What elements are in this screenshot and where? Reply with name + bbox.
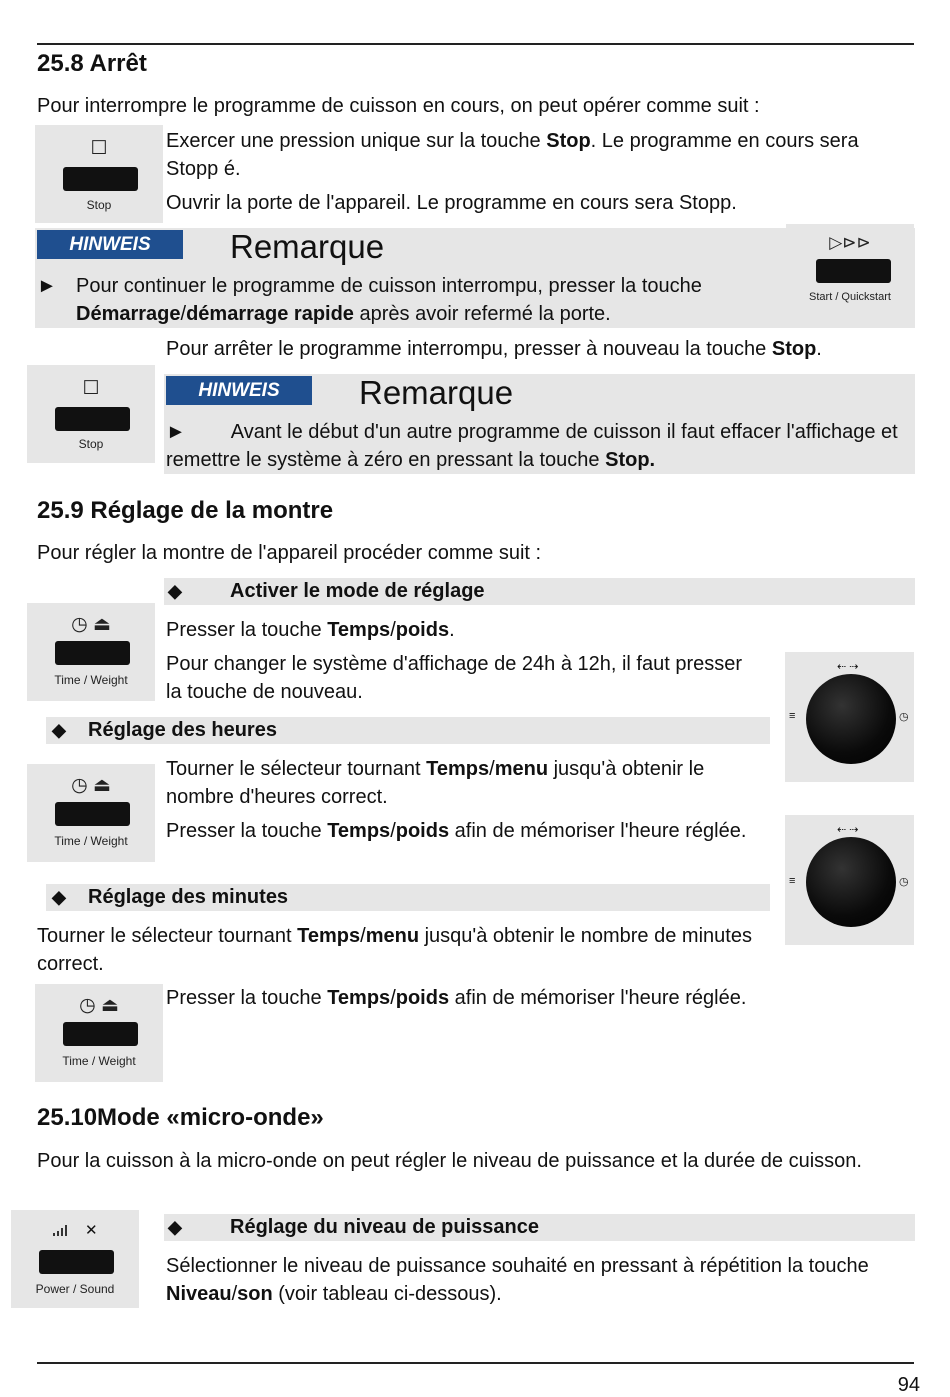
hinweis-badge-1: HINWEIS <box>37 230 183 259</box>
remarque-title-2: Remarque <box>359 374 514 411</box>
intro-25-10: Pour la cuisson à la micro-onde on peut régler le niveau de puissance et la durée de cuisson. <box>37 1150 862 1172</box>
menu-list-icon: ≡ <box>789 875 796 887</box>
top-rule <box>37 43 914 45</box>
stop-key-label: Stop <box>78 437 104 451</box>
stop-key-image <box>35 125 163 223</box>
clock-weight-icon: ◷ ⏏ <box>79 995 119 1016</box>
diamond-bullet-icon: ◆ <box>168 1217 182 1237</box>
stop-square-icon: ☐ <box>82 378 100 399</box>
stop-key-label: Stop <box>86 198 112 212</box>
time-weight-key <box>63 1022 138 1046</box>
clock-weight-icon: ◷ ⏏ <box>71 614 111 635</box>
selector-knob-image-1 <box>785 652 914 782</box>
paragraph-select-power: Sélectionner le niveau de puissance souhaité en pressant à répétition la touche Niveau/son (voir tableau ci-dessous). <box>166 1255 869 1305</box>
stop-key-image-2 <box>27 365 155 463</box>
clock-icon: ◷ <box>899 711 909 723</box>
step-activate-bar: ◆ Activer le mode de réglage <box>164 578 915 605</box>
paragraph-stop-press: Exercer une pression unique sur la touche Stop. Le programme en cours sera Stopp é. <box>166 130 859 180</box>
stop-square-icon: ☐ <box>90 138 108 159</box>
menu-list-icon: ≡ <box>789 710 796 722</box>
note-text-2: ► Avant le début d'un autre programme de cuisson il faut effacer l'affichage et remettre le système à zéro en pressant la touche Stop. <box>166 421 898 471</box>
selector-knob <box>806 837 896 927</box>
section-title-25-9: 25.9 Réglage de la montre <box>37 497 334 524</box>
intro-25-9: Pour régler la montre de l'appareil procéder comme suit : <box>37 542 542 564</box>
time-weight-key-image-1 <box>27 603 155 701</box>
power-sound-key-image <box>11 1210 139 1308</box>
step-hours-bar: ◆ Réglage des heures <box>46 717 770 744</box>
note-arrow-1: ► <box>37 275 57 297</box>
rotate-arrows-icon: ⇠ ⇢ <box>837 661 859 673</box>
start-key <box>816 259 891 283</box>
selector-knob-image-2 <box>785 815 914 945</box>
start-key-image <box>786 224 914 320</box>
mute-icon: ✕ <box>85 1222 98 1239</box>
stop-key <box>55 407 130 431</box>
time-weight-key <box>55 802 130 826</box>
diamond-bullet-icon: ◆ <box>52 720 66 740</box>
paragraph-open-door: Ouvrir la porte de l'appareil. Le programme en cours sera Stopp. <box>166 192 737 214</box>
paragraph-24h-12h: Pour changer le système d'affichage de 24h à 12h, il faut presser la touche de nouveau. <box>166 653 743 703</box>
rotate-arrows-icon: ⇠ ⇢ <box>837 824 859 836</box>
section-title-25-10: 25.10Mode «micro-onde» <box>37 1104 324 1131</box>
bottom-rule <box>37 1362 914 1364</box>
power-sound-key <box>39 1250 114 1274</box>
stop-key <box>63 167 138 191</box>
step-minutes-bar: ◆ Réglage des minutes <box>46 884 770 911</box>
time-weight-key <box>55 641 130 665</box>
time-weight-key-label: Time / Weight <box>54 834 128 848</box>
time-weight-key-label: Time / Weight <box>62 1054 136 1068</box>
clock-weight-icon: ◷ ⏏ <box>71 775 111 796</box>
time-weight-key-image-2 <box>27 764 155 862</box>
time-weight-key-image-3 <box>35 984 163 1082</box>
signal-bars-icon <box>53 1224 69 1236</box>
paragraph-stop-again: Pour arrêter le programme interrompu, presser à nouveau la touche Stop. <box>166 338 822 360</box>
hinweis-badge-2: HINWEIS <box>166 376 312 405</box>
note-text-1: Pour continuer le programme de cuisson interrompu, presser la touche Démarrage/démarrage rapide après avoir refermé la porte. <box>76 275 702 325</box>
time-weight-key-label: Time / Weight <box>54 673 128 687</box>
diamond-bullet-icon: ◆ <box>168 581 182 601</box>
diamond-bullet-icon: ◆ <box>52 887 66 907</box>
intro-25-8: Pour interrompre le programme de cuisson en cours, on peut opérer comme suit : <box>37 95 760 117</box>
remarque-title-1: Remarque <box>230 228 385 265</box>
step-power-bar: ◆ Réglage du niveau de puissance <box>164 1214 915 1241</box>
paragraph-memorize-hour: Presser la touche Temps/poids afin de mémoriser l'heure réglée. <box>166 820 747 842</box>
paragraph-press-time: Presser la touche Temps/poids. <box>166 619 455 641</box>
clock-icon: ◷ <box>899 876 909 888</box>
start-play-icon: ▷⊳⊳ <box>829 233 871 252</box>
selector-knob <box>806 674 896 764</box>
start-key-label: Start / Quickstart <box>809 291 891 303</box>
paragraph-memorize-minutes: Presser la touche Temps/poids afin de mémoriser l'heure réglée. <box>166 987 747 1009</box>
paragraph-turn-hours: Tourner le sélecteur tournant Temps/menu jusqu'à obtenir le nombre d'heures correct. <box>166 758 705 808</box>
paragraph-turn-minutes: Tourner le sélecteur tournant Temps/menu jusqu'à obtenir le nombre de minutes correct. <box>37 925 752 975</box>
power-sound-key-label: Power / Sound <box>35 1282 115 1296</box>
section-title-25-8: 25.8 Arrêt <box>37 50 147 77</box>
page-number: 94 <box>897 1374 920 1396</box>
